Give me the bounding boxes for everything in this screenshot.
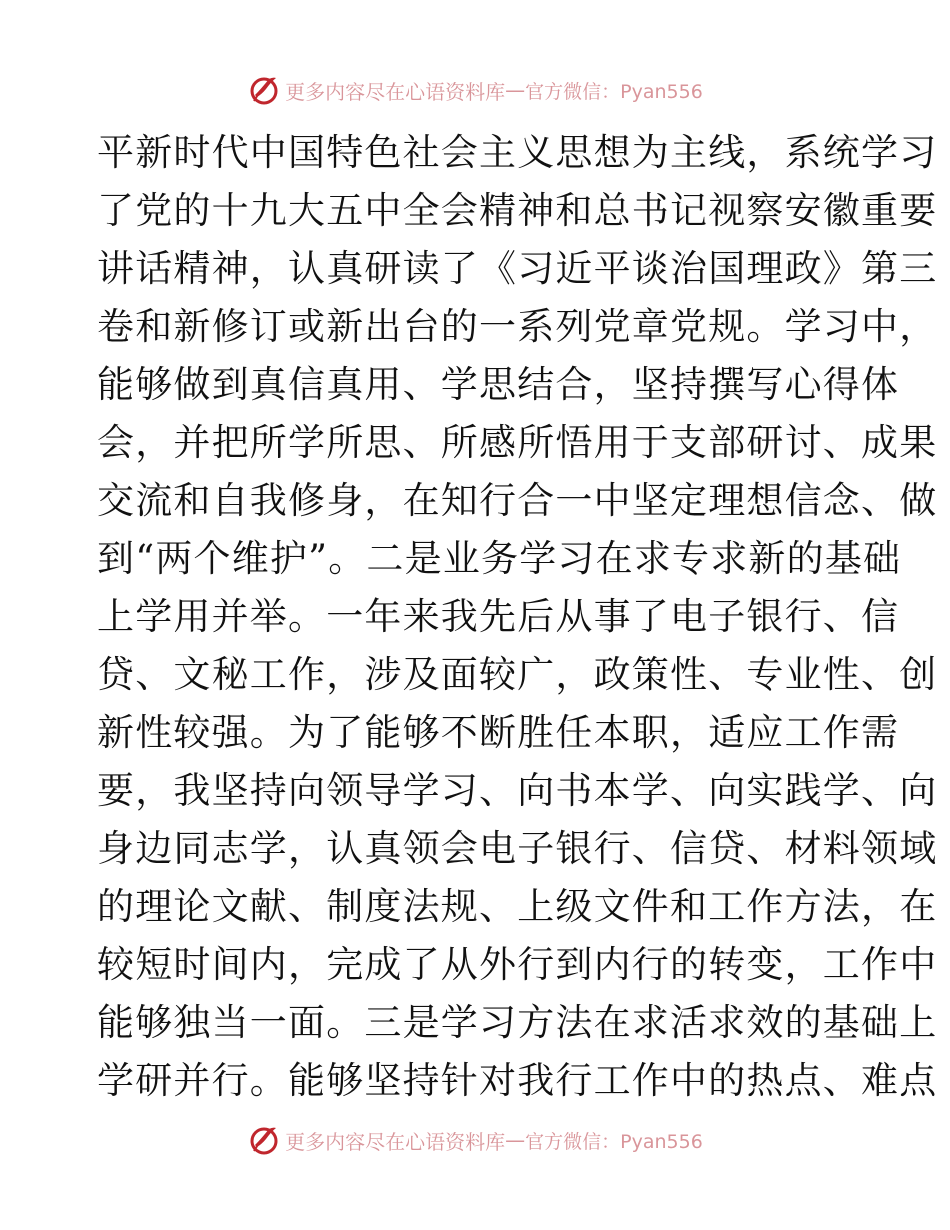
text-line: 上学用并举。一年来我先后从事了电子银行、信 bbox=[97, 595, 900, 638]
text-line: 的理论文献、制度法规、上级文件和工作方法，在 bbox=[97, 885, 938, 928]
document-body bbox=[97, 124, 938, 1110]
promo-text: 更多内容尽在心语资料库 bbox=[285, 79, 506, 104]
wechat-contact: 官方微信：Pyan556 bbox=[525, 1130, 703, 1153]
text-line: 了党的十九大五中全会精神和总书记视察安徽重要 bbox=[97, 189, 938, 232]
banner-separator: — bbox=[505, 78, 526, 102]
text-line: 平新时代中国特色社会主义思想为主线，系统学习 bbox=[97, 131, 938, 174]
text-line: 要，我坚持向领导学习、向书本学、向实践学、向 bbox=[97, 769, 938, 812]
text-line: 较短时间内，完成了从外行到内行的转变，工作中 bbox=[97, 943, 938, 986]
text-line: 卷和新修订或新出台的一系列党章党规。学习中， bbox=[97, 305, 938, 348]
text-line: 会，并把所学所思、所感所悟用于支部研讨、成果 bbox=[97, 421, 938, 464]
text-line: 讲话精神，认真研读了《习近平谈治国理政》第三 bbox=[97, 247, 938, 290]
text-line: 学研并行。能够坚持针对我行工作中的热点、难点 bbox=[97, 1059, 938, 1102]
text-line: 新性较强。为了能够不断胜任本职，适应工作需 bbox=[97, 711, 900, 754]
quill-pen-logo-icon bbox=[247, 73, 281, 107]
header-banner bbox=[0, 70, 950, 110]
text-line: 能够做到真信真用、学思结合，坚持撰写心得体 bbox=[97, 363, 900, 406]
text-line: 贷、文秘工作，涉及面较广，政策性、专业性、创 bbox=[97, 653, 938, 696]
quill-pen-logo-icon bbox=[247, 1123, 281, 1157]
text-line: 到“两个维护”。二是业务学习在求专求新的基础 bbox=[97, 537, 902, 580]
text-line: 交流和自我修身，在知行合一中坚定理想信念、做 bbox=[97, 479, 938, 522]
footer-banner bbox=[0, 1120, 950, 1160]
promo-text: 更多内容尽在心语资料库 bbox=[285, 1129, 506, 1154]
text-line: 能够独当一面。三是学习方法在求活求效的基础上 bbox=[97, 1001, 938, 1044]
banner-separator: — bbox=[505, 1128, 526, 1152]
wechat-contact: 官方微信：Pyan556 bbox=[525, 80, 703, 103]
text-line: 身边同志学，认真领会电子银行、信贷、材料领域 bbox=[97, 827, 938, 870]
